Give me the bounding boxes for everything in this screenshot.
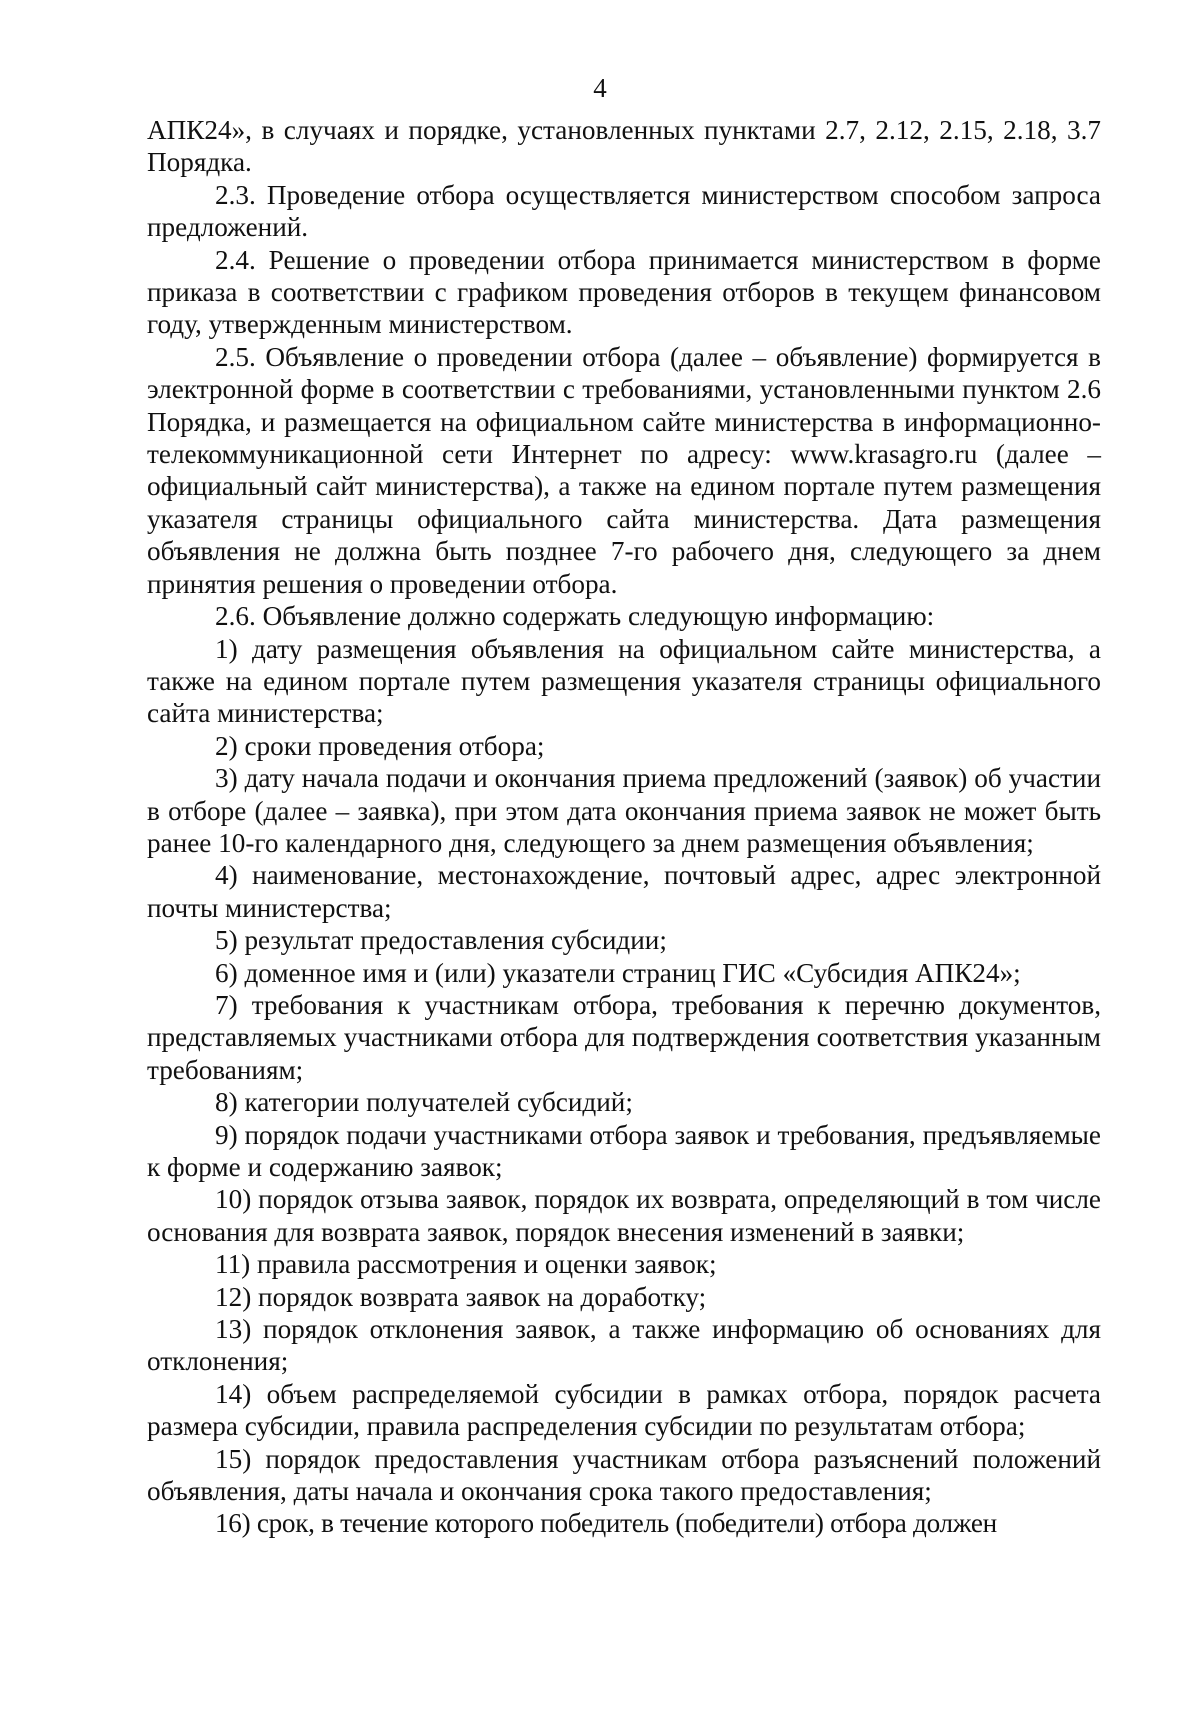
list-item-4: 4) наименование, местонахождение, почтовый адрес, адрес электронной почты министерства;	[147, 860, 1101, 923]
list-item-15: 15) порядок предоставления участникам отбора разъяснений положений объявления, даты начала и окончания срока такого предоставления;	[147, 1443, 1101, 1507]
paragraph-2-6: 2.6. Объявление должно содержать следующую информацию:	[215, 601, 935, 632]
list-item-12: 12) порядок возврата заявок на доработку;	[215, 1281, 707, 1312]
list-item-8: 8) категории получателей субсидий;	[215, 1087, 633, 1118]
list-item-16: 16) срок, в течение которого победитель (победители) отбора должен	[215, 1508, 997, 1539]
paragraph-continuation: АПК24», в случаях и порядке, установленных пунктами 2.7, 2.12, 2.15, 2.18, 3.7 Порядка.	[147, 115, 1101, 178]
list-item-11: 11) правила рассмотрения и оценки заявок;	[215, 1249, 717, 1280]
list-item-14: 14) объем распределяемой субсидии в рамках отбора, порядок расчета размера субсидии, правила распределения субсидии по результатам отбора;	[147, 1378, 1101, 1442]
paragraph-2-3: 2.3. Проведение отбора осуществляется министерством способом запроса предложений.	[147, 179, 1101, 243]
paragraph-2-4: 2.4. Решение о проведении отбора принимается министерством в форме приказа в соответствии с графиком проведения отборов в текущем финансовом году, утвержденным министерством.	[147, 244, 1101, 340]
list-item-13: 13) порядок отклонения заявок, а также информацию об основаниях для отклонения;	[147, 1314, 1101, 1377]
list-item-5: 5) результат предоставления субсидии;	[215, 925, 667, 956]
list-item-3: 3) дату начала подачи и окончания приема предложений (заявок) об участии в отборе (далее – заявка), при этом дата окончания приема заявок не может быть ранее 10-го календарного дня, следующего за днем размещения объявления;	[147, 763, 1101, 858]
paragraph-2-5: 2.5. Объявление о проведении отбора (далее – объявление) формируется в электронной форме в соответствии с требованиями, установленными пунктом 2.6 Порядка, и размещается на официальном сайте министерства в информационно-телекоммуникационной сети Интернет по адресу: www.krasagro.ru (далее – официальный сайт министерства), а также на едином портале путем размещения указателя страницы официального сайта министерства. Дата размещения объявления не должна быть позднее 7-го рабочего дня, следующего за днем принятия решения о проведении отбора.	[147, 341, 1101, 599]
list-item-10: 10) порядок отзыва заявок, порядок их возврата, определяющий в том числе основания для возврата заявок, порядок внесения изменений в заявки;	[147, 1184, 1101, 1247]
document-body	[147, 114, 1101, 1540]
list-item-1: 1) дату размещения объявления на официальном сайте министерства, а также на едином портале путем размещения указателя страницы официального сайта министерства;	[147, 633, 1101, 729]
list-item-7: 7) требования к участникам отбора, требования к перечню документов, представляемых участниками отбора для подтверждения соответствия указанным требованиям;	[147, 989, 1101, 1085]
list-item-9: 9) порядок подачи участниками отбора заявок и требования, предъявляемые к форме и содержанию заявок;	[147, 1119, 1101, 1182]
list-item-2: 2) сроки проведения отбора;	[215, 730, 545, 761]
page-number: 4	[593, 73, 607, 103]
list-item-6: 6) доменное имя и (или) указатели страниц ГИС «Субсидия АПК24»;	[215, 957, 1021, 988]
